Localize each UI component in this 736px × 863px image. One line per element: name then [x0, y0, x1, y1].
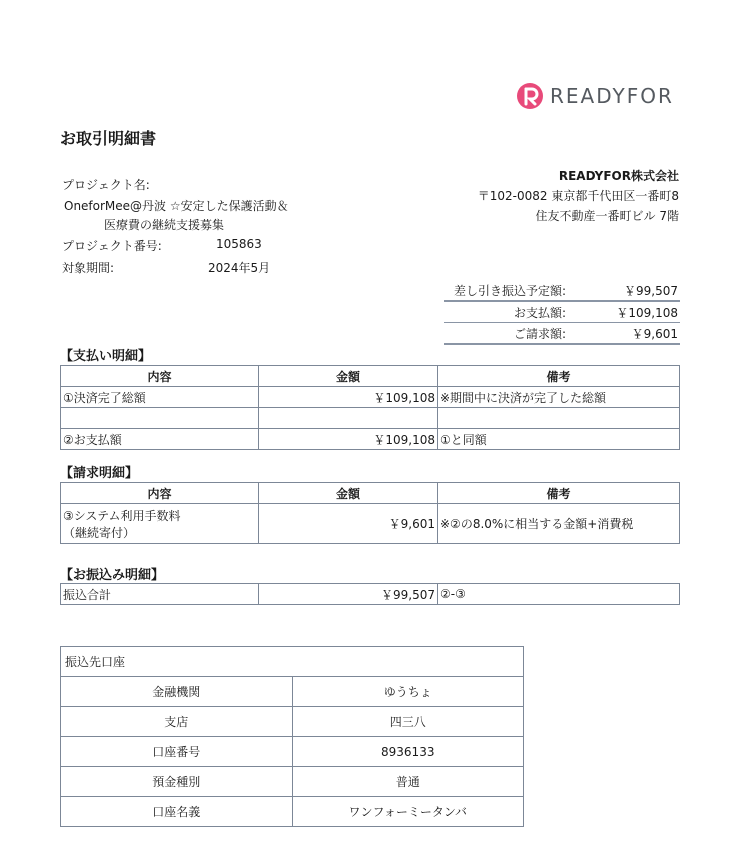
amount-cell: ￥9,601 — [259, 504, 438, 544]
item-line1: ③システム利用手数料 — [63, 508, 181, 523]
bank-header-row — [61, 647, 524, 677]
company-info — [478, 166, 679, 226]
bank-label: 口座番号 — [61, 737, 293, 767]
project-name-label: プロジェクト名: — [62, 178, 150, 192]
billing-table — [60, 482, 680, 544]
project-number-label: プロジェクト番号: — [62, 239, 162, 253]
note-cell: ※期間中に決済が完了した総額 — [438, 387, 680, 408]
table-row — [61, 429, 680, 450]
item-cell: ②お支払額 — [61, 429, 259, 450]
summary-row — [444, 322, 680, 345]
note-cell: ②-③ — [438, 584, 680, 605]
summary-label: お支払額: — [513, 305, 566, 320]
project-number-value: 105863 — [216, 237, 262, 251]
column-header: 内容 — [61, 483, 259, 504]
project-name-line1: OneforMee@丹波 ☆安定した保護活動＆ — [64, 199, 289, 213]
table-row — [61, 767, 524, 797]
amount-cell: ￥109,108 — [259, 429, 438, 450]
table-header-row — [61, 483, 680, 504]
company-name: READYFOR株式会社 — [558, 169, 679, 183]
transfer-table — [60, 583, 680, 605]
period-label: 対象期間: — [62, 261, 115, 275]
table-row — [61, 387, 680, 408]
bank-value: 普通 — [292, 767, 524, 797]
column-header: 備考 — [438, 366, 680, 387]
column-header: 備考 — [438, 483, 680, 504]
payment-section-title: 【支払い明細】 — [60, 349, 152, 364]
bank-value: ゆうちょ — [292, 677, 524, 707]
period-value: 2024年5月 — [208, 261, 271, 275]
note-cell: ①と同額 — [438, 429, 680, 450]
amount-cell: ￥99,507 — [259, 584, 438, 605]
readyfor-logo — [516, 82, 674, 110]
company-address-line1: 〒102-0082 東京都千代田区一番町8 — [477, 189, 679, 203]
page-title: お取引明細書 — [60, 129, 157, 148]
summary-value: ￥109,108 — [616, 305, 678, 320]
column-header: 金額 — [259, 483, 438, 504]
bank-label: 金融機関 — [61, 677, 293, 707]
bank-label: 支店 — [61, 707, 293, 737]
table-row — [61, 737, 524, 767]
table-row — [61, 797, 524, 827]
table-row — [61, 707, 524, 737]
item-cell: ①決済完了総額 — [61, 387, 259, 408]
amount-cell: ￥109,108 — [259, 387, 438, 408]
bank-label: 預金種別 — [61, 767, 293, 797]
summary-label: 差し引き振込予定額: — [453, 283, 566, 298]
table-row — [61, 584, 680, 605]
bank-value: ワンフォーミータンバ — [292, 797, 524, 827]
table-spacer — [61, 408, 680, 429]
item-cell: 振込合計 — [61, 584, 259, 605]
summary-row — [444, 280, 680, 300]
bank-value: 8936133 — [292, 737, 524, 767]
amount-summary — [444, 280, 680, 345]
item-cell — [61, 504, 259, 544]
transfer-section-title: 【お振込み明細】 — [60, 568, 165, 583]
table-row — [61, 504, 680, 544]
bank-header: 振込先口座 — [61, 647, 524, 677]
bank-account-table — [60, 646, 524, 827]
note-cell: ※②の8.0%に相当する金額+消費税 — [438, 504, 680, 544]
summary-row — [444, 300, 680, 322]
summary-value: ￥99,507 — [624, 283, 678, 298]
payment-table — [60, 365, 680, 450]
item-line2: （継続寄付） — [63, 525, 136, 540]
column-header: 内容 — [61, 366, 259, 387]
summary-label: ご請求額: — [513, 326, 566, 341]
column-header: 金額 — [259, 366, 438, 387]
project-name-line2: 医療費の継続支援募集 — [104, 218, 225, 232]
bank-label: 口座名義 — [61, 797, 293, 827]
table-header-row — [61, 366, 680, 387]
billing-section-title: 【請求明細】 — [60, 466, 139, 481]
bank-value: 四三八 — [292, 707, 524, 737]
company-address-line2: 住友不動産一番町ビル 7階 — [535, 209, 679, 223]
summary-value: ￥9,601 — [631, 326, 678, 341]
logo-text: READYFOR — [550, 84, 674, 108]
readyfor-logo-icon — [516, 82, 544, 110]
table-row — [61, 677, 524, 707]
